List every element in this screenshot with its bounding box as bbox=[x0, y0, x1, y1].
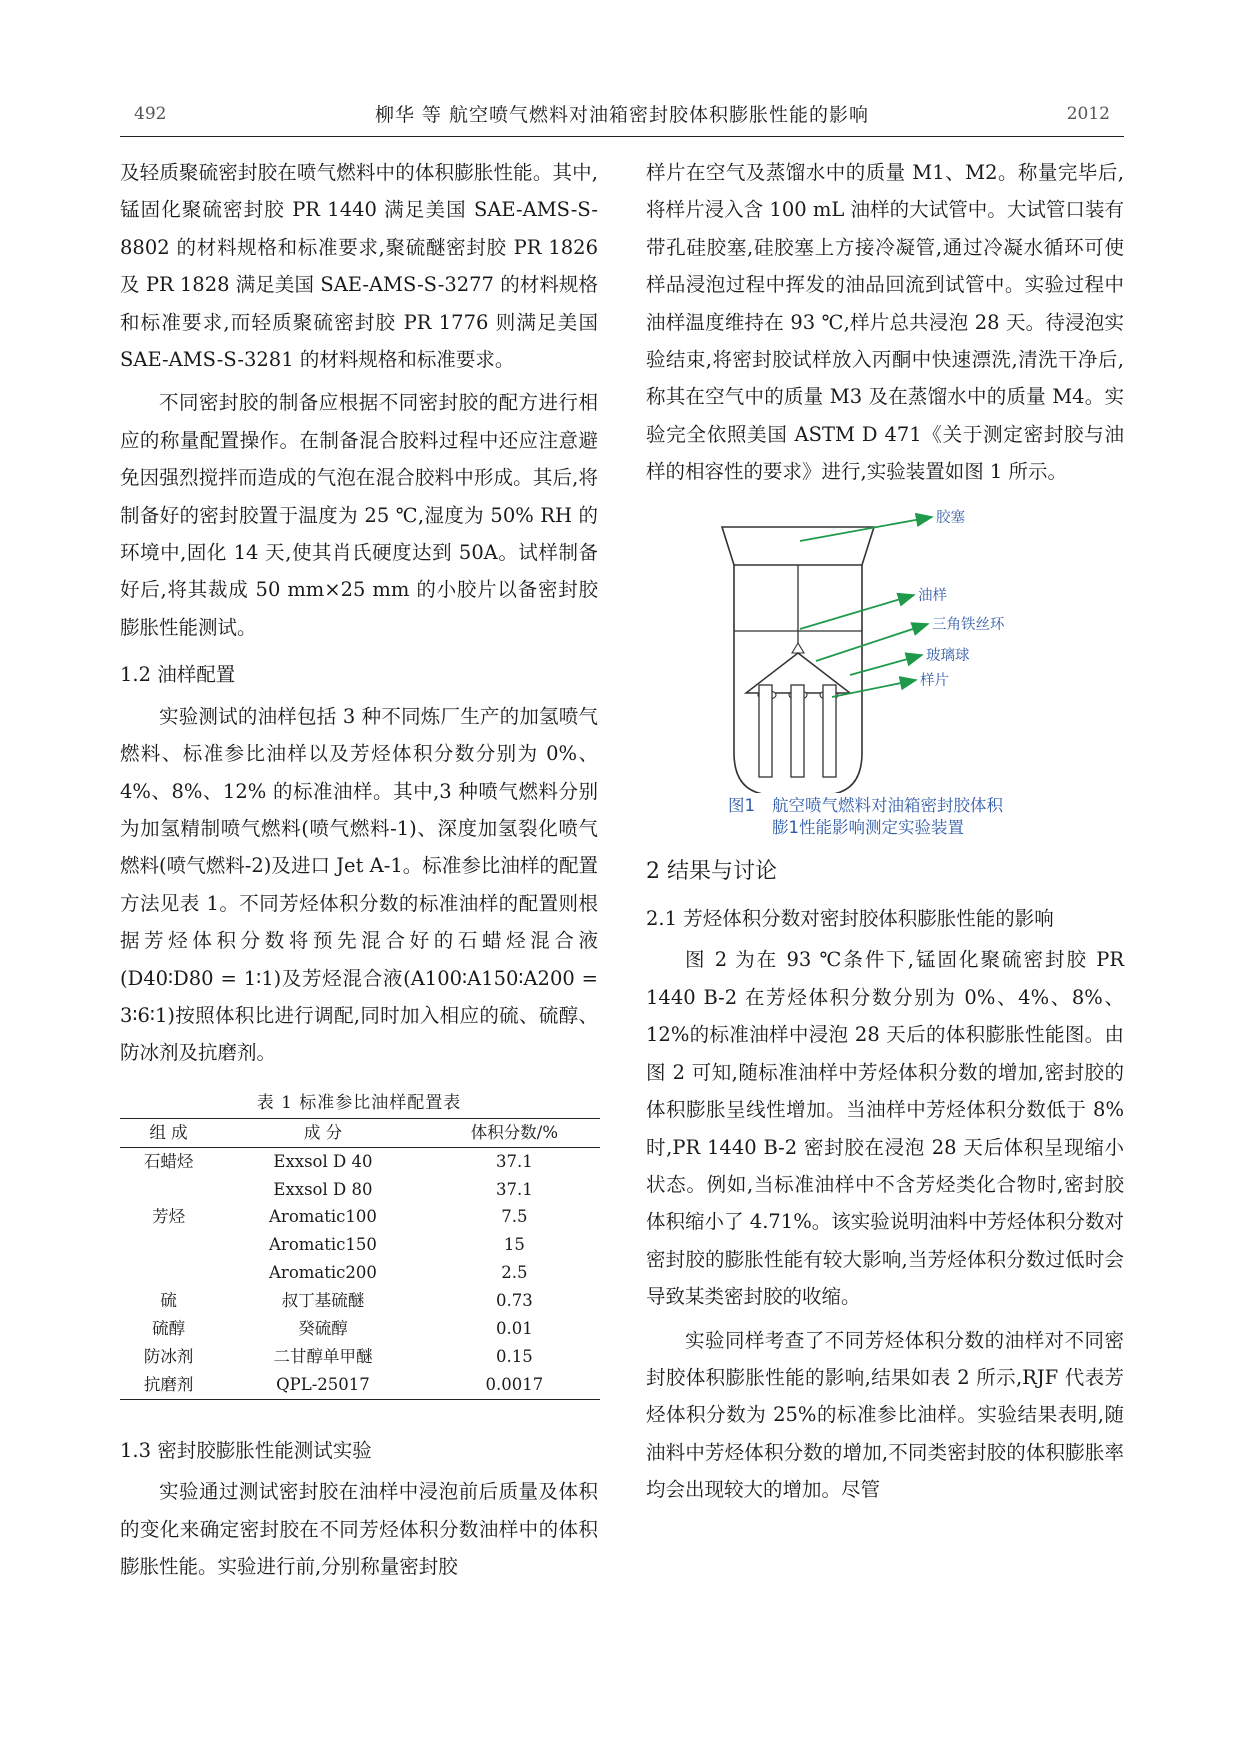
table-row bbox=[120, 1176, 600, 1204]
label-wire-ring: 三角铁丝环 bbox=[932, 616, 1005, 633]
section-heading-2-1: 2.1 芳烃体积分数对密封胶体积膨胀性能的影响 bbox=[646, 907, 1054, 931]
paragraph: 实验同样考查了不同芳烃体积分数的油样对不同密封胶体积膨胀性能的影响,结果如表 2 所示,RJF 代表芳烃体积分数为 25%的标准参比油样。实验结果表明,随油料中芳烃体积分数的增加,不同类密封胶的体积膨胀率均会出现较大的增加。尽管 bbox=[646, 1328, 1124, 1502]
table-cell: Exxsol D 40 bbox=[273, 1151, 373, 1171]
table-cell: Exxsol D 80 bbox=[273, 1179, 373, 1199]
table-cell: 防冰剂 bbox=[143, 1347, 194, 1366]
label-oil-sample: 油样 bbox=[918, 587, 947, 604]
table-caption: 表 1 标准参比油样配置表 bbox=[256, 1092, 462, 1113]
paragraph: 样片在空气及蒸馏水中的质量 M1、M2。称量完毕后,将样片浸入含 100 mL 油样的大试管中。大试管口装有带孔硅胶塞,硅胶塞上方接冷凝管,通过冷凝水循环可使样品浸泡过程中挥发的油品回流到试管中。实验过程中油样温度维持在 93 ℃,样片总共浸泡 28 天。待浸泡实验结束,将密封胶试样放入丙酮中快速漂洗,清洗干净后,称其在空气中的质量 M3 及在蒸馏水中的质量 M4。实验完全依照美国 ASTM D 471《关于测定密封胶与油样的相容性的要求》进行,实验装置如图 1 所示。 bbox=[646, 161, 1124, 484]
table-cell bbox=[120, 1231, 217, 1259]
leader-arrow bbox=[800, 595, 914, 629]
table-cell: Aromatic150 bbox=[269, 1235, 377, 1255]
figure-number: 图1 bbox=[728, 795, 755, 815]
table-cell: 2.5 bbox=[501, 1263, 528, 1283]
table-row bbox=[120, 1343, 600, 1371]
table-cell: 0.73 bbox=[496, 1291, 533, 1311]
publication-year: 2012 bbox=[1066, 104, 1110, 124]
table-cell: 芳烃 bbox=[152, 1207, 186, 1227]
running-header bbox=[120, 98, 1124, 134]
table-cell: 37.1 bbox=[496, 1151, 533, 1171]
specimen-strip bbox=[823, 685, 836, 777]
table-cell: 叔丁基硫醚 bbox=[281, 1291, 365, 1311]
table-row bbox=[120, 1287, 600, 1315]
table-header-row bbox=[120, 1118, 600, 1147]
table-cell: 硫 bbox=[160, 1291, 177, 1311]
figure-caption-line-2: 膨1性能影响测定实验装置 bbox=[772, 817, 964, 837]
table-cell bbox=[120, 1259, 217, 1287]
table-row bbox=[120, 1203, 600, 1231]
figure-1 bbox=[646, 503, 1124, 793]
page-number: 492 bbox=[134, 104, 167, 124]
right-column bbox=[646, 154, 1124, 1509]
table-row bbox=[120, 1147, 600, 1175]
label-stopper: 胶塞 bbox=[936, 509, 965, 526]
table-cell: 抗磨剂 bbox=[143, 1374, 194, 1394]
figure-caption-line-1: 航空喷气燃料对油箱密封胶体积 bbox=[772, 795, 1003, 815]
table-cell: 0.0017 bbox=[485, 1374, 544, 1394]
table-row bbox=[120, 1315, 600, 1343]
apparatus-diagram bbox=[646, 503, 1124, 793]
stopper-shape bbox=[722, 527, 874, 565]
label-glass-bead: 玻璃球 bbox=[926, 647, 970, 664]
table-row bbox=[120, 1231, 600, 1259]
table-cell: 37.1 bbox=[496, 1179, 533, 1199]
table-cell: 0.01 bbox=[496, 1319, 533, 1339]
label-specimen: 样片 bbox=[920, 672, 949, 689]
table-header-cell: 成 分 bbox=[303, 1122, 343, 1142]
table-cell: 癸硫醇 bbox=[298, 1319, 348, 1339]
paragraph: 实验通过测试密封胶在油样中浸泡前后质量及体积的变化来确定密封胶在不同芳烃体积分数油样中的体积膨胀性能。实验进行前,分别称量密封胶 bbox=[120, 1480, 598, 1579]
table-cell: 15 bbox=[503, 1235, 525, 1255]
table-cell: 硫醇 bbox=[152, 1319, 186, 1339]
leader-arrow bbox=[850, 655, 922, 675]
figure-caption bbox=[646, 795, 1124, 839]
specimen-strip bbox=[791, 685, 804, 777]
running-title: 柳华 等 航空喷气燃料对油箱密封胶体积膨胀性能的影响 bbox=[374, 104, 870, 126]
table-1 bbox=[120, 1118, 600, 1400]
paragraph: 及轻质聚硫密封胶在喷气燃料中的体积膨胀性能。其中,锰固化聚硫密封胶 PR 1440 满足美国 SAE-AMS-S-8802 的材料规格和标准要求,聚硫醚密封胶 PR 1826 及 PR 1828 满足美国 SAE-AMS-S-3277 的材料规格和标准要求,而轻质聚硫密封胶 PR 1776 则满足美国 SAE-AMS-S-3281 的材料规格和标准要求。 bbox=[120, 161, 598, 372]
table-header-cell: 体积分数/% bbox=[470, 1122, 559, 1142]
table-cell: 石蜡烃 bbox=[143, 1151, 194, 1171]
table-cell: Aromatic200 bbox=[269, 1263, 377, 1283]
table-cell: 7.5 bbox=[501, 1207, 528, 1227]
specimen-strip bbox=[759, 685, 772, 777]
section-heading-1-2: 1.2 油样配置 bbox=[120, 663, 236, 687]
leader-arrow bbox=[816, 624, 928, 661]
left-column bbox=[120, 154, 598, 1585]
table-cell: 0.15 bbox=[496, 1347, 533, 1366]
header-rule bbox=[120, 136, 1124, 137]
table-row bbox=[120, 1371, 600, 1399]
table-cell: QPL-25017 bbox=[276, 1374, 370, 1394]
table-cell: 二甘醇单甲醚 bbox=[273, 1347, 373, 1366]
paragraph: 不同密封胶的制备应根据不同密封胶的配方进行相应的称量配置操作。在制备混合胶料过程中还应注意避免因强烈搅拌而造成的气泡在混合胶料中形成。其后,将制备好的密封胶置于温度为 25 ℃,湿度为 50% RH 的环境中,固化 14 天,使其肖氏硬度达到 50A。试样制备好后,将其裁成 50 mm×25 mm 的小胶片以备密封胶膨胀性能测试。 bbox=[120, 391, 598, 639]
section-heading-2: 2 结果与讨论 bbox=[646, 858, 777, 884]
section-heading-1-3: 1.3 密封胶膨胀性能测试实验 bbox=[120, 1438, 372, 1462]
table-row bbox=[120, 1259, 600, 1287]
paragraph: 实验测试的油样包括 3 种不同炼厂生产的加氢喷气燃料、标准参比油样以及芳烃体积分数分别为 0%、4%、8%、12% 的标准油样。其中,3 种喷气燃料分别为加氢精制喷气燃料(喷气燃料-1)、深度加氢裂化喷气燃料(喷气燃料-2)及进口 Jet A-1。标准参比油样的配置方法见表 1。不同芳烃体积分数的标准油样的配置则根据芳烃体积分数将预先混合好的石蜡烃混合液(D40∶D80 = 1∶1)及芳烃混合液(A100∶A150∶A200 = 3∶6∶1)按照体积比进行调配,同时加入相应的硫、硫醇、防冰剂及抗磨剂。 bbox=[120, 704, 598, 1065]
table-cell bbox=[120, 1176, 217, 1204]
table-header-cell: 组 成 bbox=[149, 1122, 188, 1142]
paragraph: 图 2 为在 93 ℃条件下,锰固化聚硫密封胶 PR 1440 B-2 在芳烃体积分数分别为 0%、4%、8%、12%的标准油样中浸泡 28 天后的体积膨胀性能图。由图 2 可知,随标准油样中芳烃体积分数的增加,密封胶的体积膨胀呈线性增加。当油样中芳烃体积分数低于 8%时,PR 1440 B-2 密封胶在浸泡 28 天后体积呈现缩小状态。例如,当标准油样中不含芳烃类化合物时,密封胶体积缩小了 4.71%。该实验说明油料中芳烃体积分数对密封胶的膨胀性能有较大影响,当芳烃体积分数过低时会导致某类密封胶的收缩。 bbox=[646, 948, 1124, 1309]
table-cell: Aromatic100 bbox=[269, 1207, 377, 1227]
